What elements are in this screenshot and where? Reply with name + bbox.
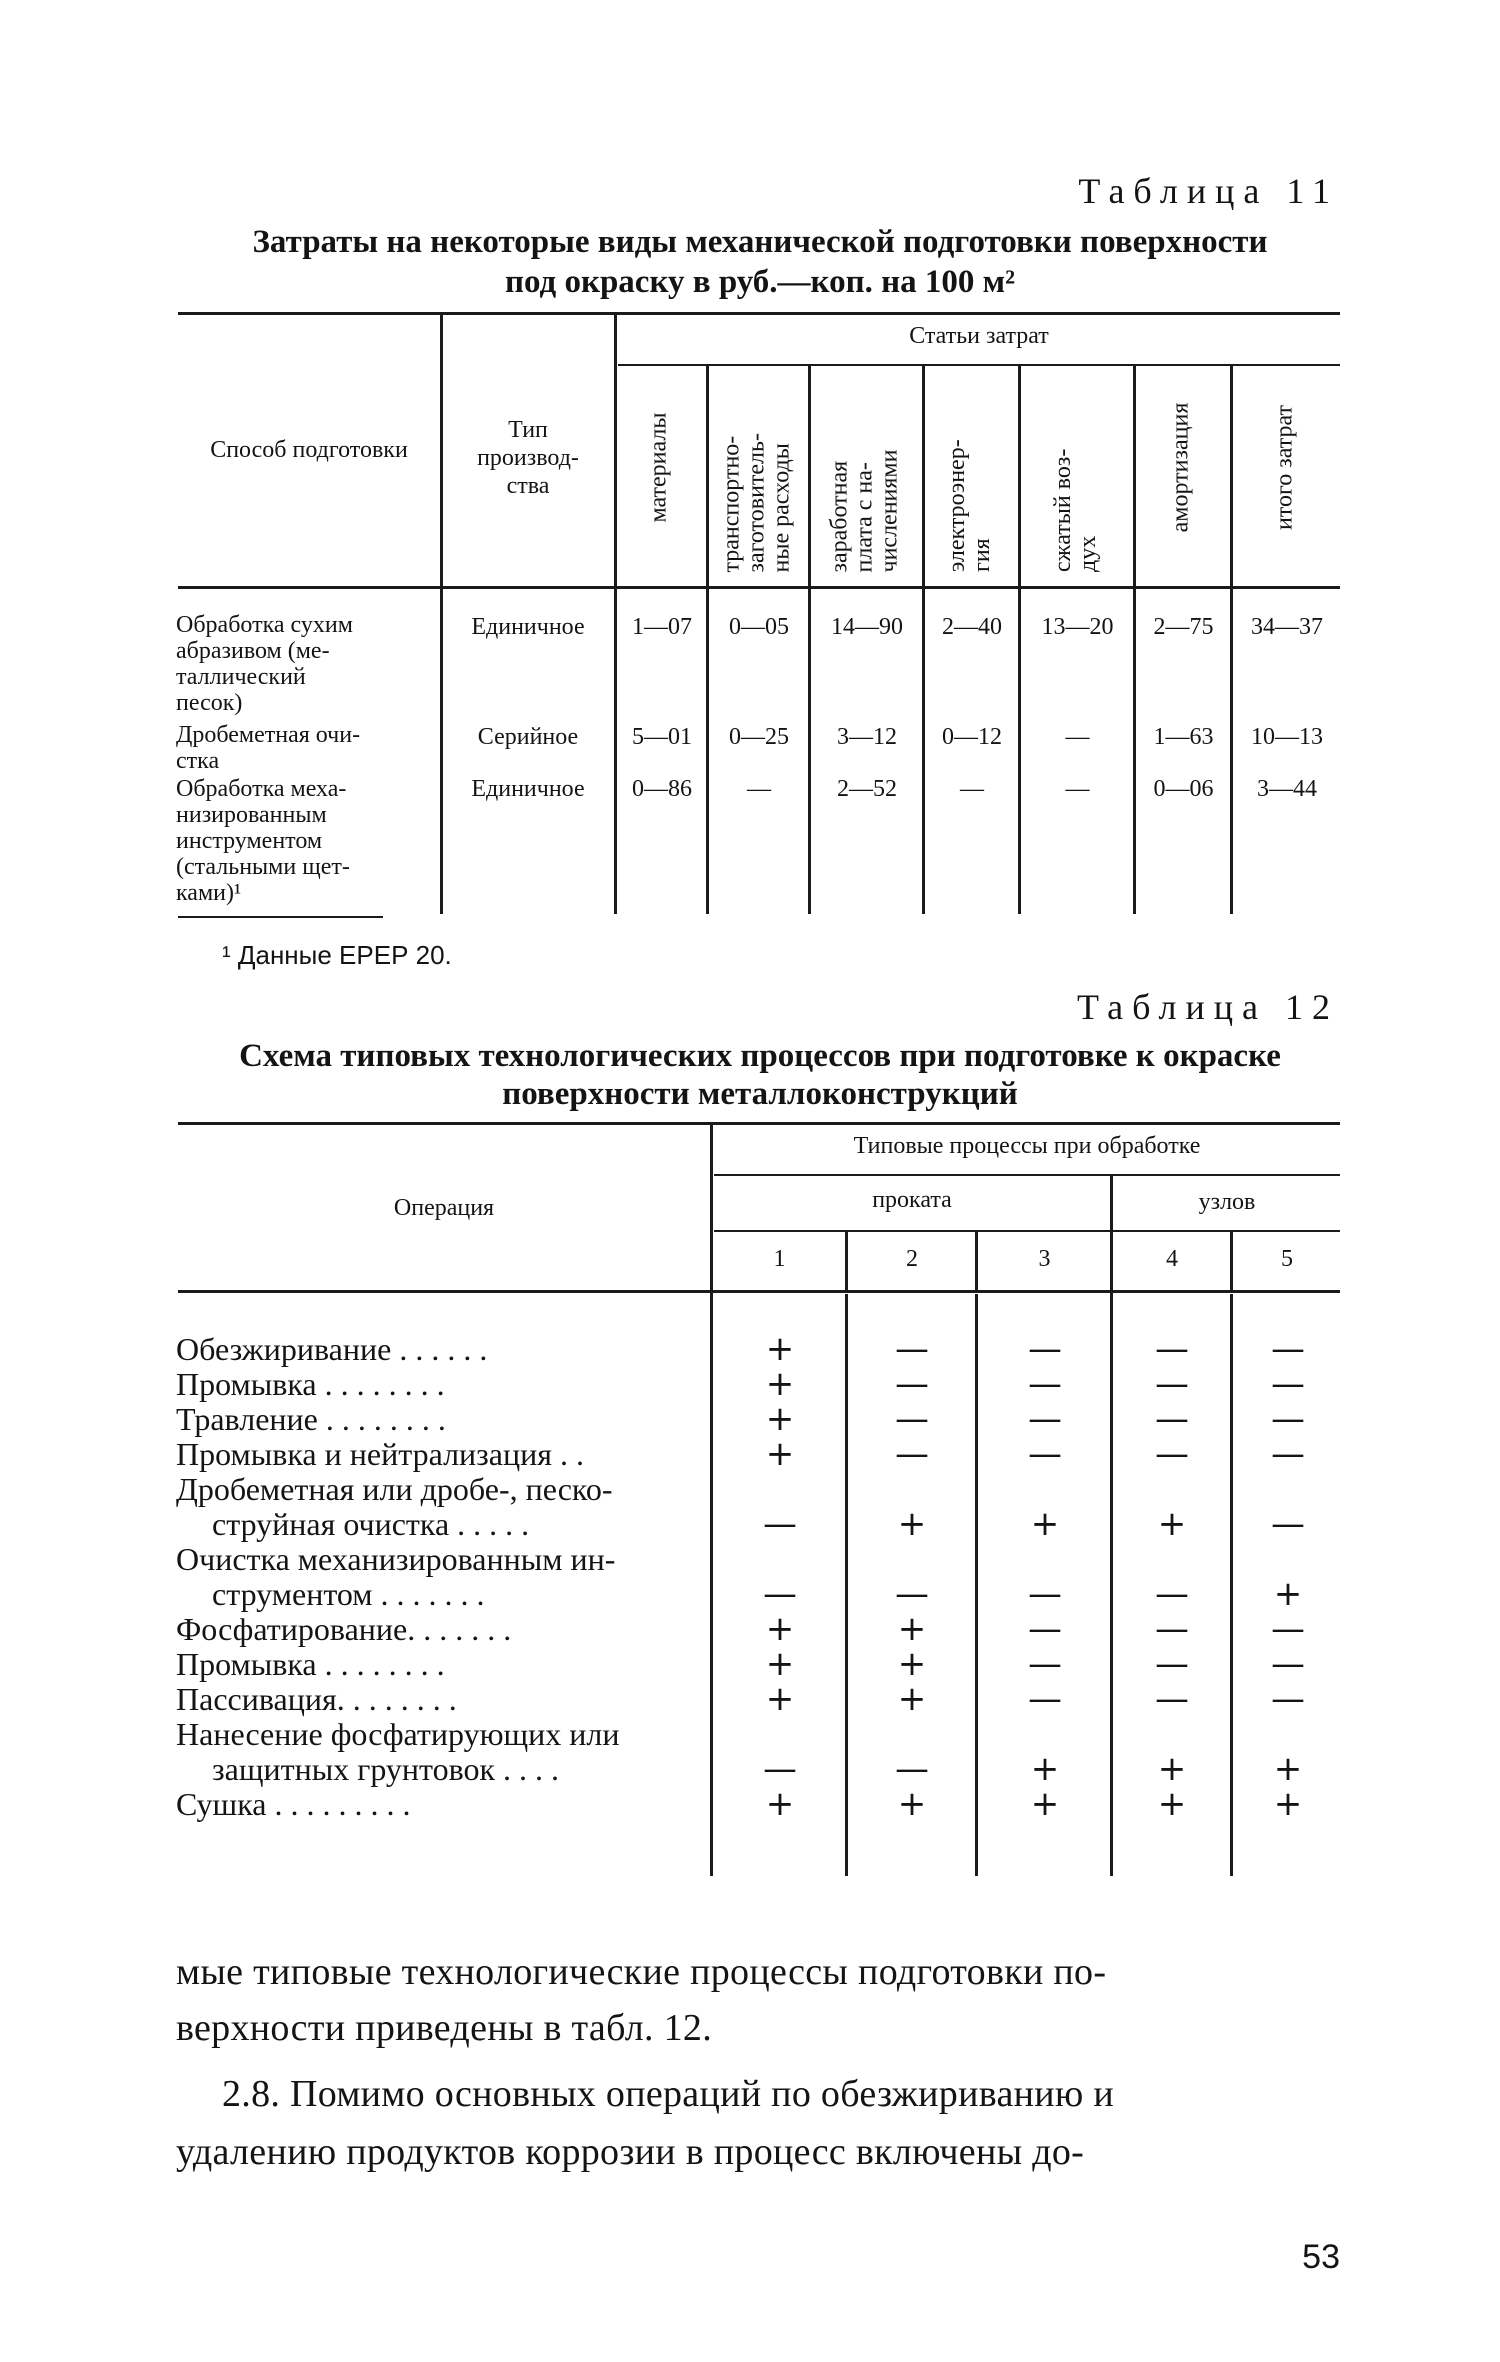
mark: + — [1030, 1784, 1060, 1824]
operation-etching: Травление . . . . . . . . — [176, 1401, 446, 1437]
mark: — — [1271, 1679, 1305, 1719]
mark: — — [1155, 1364, 1189, 1404]
mark: — — [895, 1399, 929, 1439]
mark: — — [1271, 1434, 1305, 1474]
mark: + — [765, 1364, 795, 1404]
mark: + — [1157, 1749, 1187, 1789]
mark: — — [1271, 1399, 1305, 1439]
table11-title-line2: под окраску в руб.—коп. на 100 м² — [504, 264, 1016, 300]
mark: — — [1271, 1644, 1305, 1684]
mark: + — [765, 1679, 795, 1719]
table11-row1-method: Обработка сухим абразивом (ме- таллический песок) — [176, 612, 353, 716]
mark: — — [1155, 1574, 1189, 1614]
operation-shot-blasting-line2: струйная очистка . . . . . — [212, 1506, 530, 1542]
operation-degreasing: Обезжиривание . . . . . . — [176, 1331, 488, 1367]
table12-group-header: Типовые процессы при обработке — [853, 1133, 1201, 1159]
mark: — — [1271, 1609, 1305, 1649]
table11-cell: — — [960, 776, 984, 802]
table11-row2-type: Серийное — [477, 724, 579, 750]
table11-row1-type: Единичное — [471, 614, 585, 640]
cost-col-compressed-air: сжатый воз- дух — [1050, 448, 1101, 572]
mark: + — [765, 1399, 795, 1439]
mark: + — [897, 1644, 927, 1684]
table11-row3-method: Обработка меха- низированным инструментом (стальными щет- ками)¹ — [176, 776, 350, 906]
table11-cell: — — [1065, 724, 1090, 750]
operation-rinsing-neutralization: Промывка и нейтрализация . . — [176, 1436, 584, 1472]
mark: + — [897, 1679, 927, 1719]
mark: + — [765, 1784, 795, 1824]
process-number-2: 2 — [906, 1246, 918, 1272]
mark: — — [763, 1749, 797, 1789]
operation-primer-line1: Нанесение фосфатирующих или — [176, 1716, 620, 1752]
table11-cell: 2—40 — [942, 614, 1002, 640]
table11-row2-method: Дробеметная очи- стка — [176, 722, 361, 774]
operation-passivation: Пассивация. . . . . . . . — [176, 1681, 457, 1717]
body-text-line2: верхности приведены в табл. 12. — [176, 2007, 713, 2049]
mark: — — [1271, 1364, 1305, 1404]
mark: + — [897, 1609, 927, 1649]
mark: — — [1028, 1644, 1062, 1684]
table12-title-line1: Схема типовых технологических процессов при подготовке к окраске — [239, 1038, 1281, 1074]
mark: — — [763, 1504, 797, 1544]
mark: — — [1028, 1574, 1062, 1614]
mark: — — [1155, 1329, 1189, 1369]
mark: + — [765, 1609, 795, 1649]
mark: + — [897, 1784, 927, 1824]
operation-primer-line2: защитных грунтовок . . . . — [212, 1751, 560, 1787]
operation-drying: Сушка . . . . . . . . . — [176, 1786, 411, 1822]
mark: — — [1028, 1434, 1062, 1474]
table11-title-line1: Затраты на некоторые виды механической подготовки поверхности — [252, 224, 1268, 260]
table11-cell: 14—90 — [831, 614, 903, 640]
table12-col-operation: Операция — [393, 1195, 495, 1221]
mark: — — [1028, 1679, 1062, 1719]
mark: — — [895, 1364, 929, 1404]
mark: — — [1155, 1399, 1189, 1439]
mark: — — [1271, 1504, 1305, 1544]
body-text-line1: мые типовые технологические процессы подготовки по- — [176, 1951, 1107, 1993]
table11-col-type: Тип производ- ства — [477, 417, 579, 499]
mark: + — [1273, 1749, 1303, 1789]
cost-col-total: итого затрат — [1271, 404, 1298, 531]
body-text-line4: удалению продуктов коррозии в процесс включены до- — [176, 2131, 1085, 2173]
operation-mechanized-cleaning-line2: струментом . . . . . . . — [212, 1576, 485, 1612]
operation-rinsing: Промывка . . . . . . . . — [176, 1366, 445, 1402]
mark: — — [1155, 1609, 1189, 1649]
cost-col-wages: заработная плата с на- числениями — [826, 449, 903, 573]
table11-cell: 3—12 — [837, 724, 897, 750]
operation-mechanized-cleaning-line1: Очистка механизированным ин- — [176, 1541, 616, 1577]
table11-cell: 0—06 — [1153, 776, 1214, 802]
mark: + — [1030, 1749, 1060, 1789]
cost-col-depreciation: амортизация — [1167, 402, 1194, 533]
mark: + — [765, 1434, 795, 1474]
table11-cell: 0—86 — [632, 776, 692, 802]
table11-cell: 0—12 — [942, 724, 1002, 750]
process-number-4: 4 — [1166, 1246, 1178, 1272]
operation-shot-blasting-line1: Дробеметная или дробе-, песко- — [176, 1471, 613, 1507]
table11-cell: 1—63 — [1153, 724, 1214, 750]
operation-rinsing-2: Промывка . . . . . . . . — [176, 1646, 445, 1682]
mark: + — [1273, 1784, 1303, 1824]
mark: + — [1157, 1784, 1187, 1824]
table12-title-line2: поверхности металлоконструкций — [502, 1076, 1018, 1112]
table11-cell: — — [747, 776, 771, 802]
process-number-3: 3 — [1038, 1246, 1051, 1272]
table11-cell: 5—01 — [632, 724, 692, 750]
cost-col-materials: материалы — [645, 412, 672, 523]
mark: — — [1028, 1399, 1062, 1439]
process-number-5: 5 — [1281, 1246, 1293, 1272]
table11-group-header: Статьи затрат — [909, 323, 1049, 349]
mark: — — [1028, 1329, 1062, 1369]
table11-cell: 34—37 — [1251, 614, 1323, 640]
mark: — — [895, 1749, 929, 1789]
mark: — — [895, 1574, 929, 1614]
mark: + — [765, 1329, 795, 1369]
mark: + — [897, 1504, 927, 1544]
mark: + — [765, 1644, 795, 1684]
mark: — — [1155, 1644, 1189, 1684]
table12-label: Таблица 12 — [1077, 987, 1339, 1027]
process-number-1: 1 — [773, 1246, 786, 1272]
operation-phosphating: Фосфатирование. . . . . . . — [176, 1611, 512, 1647]
mark: — — [895, 1434, 929, 1474]
mark: — — [763, 1574, 797, 1614]
table11-label: Таблица 11 — [1078, 171, 1339, 211]
table11-cell: 2—52 — [837, 776, 897, 802]
table12-subgroup-rolled: проката — [872, 1187, 952, 1213]
mark: — — [1271, 1329, 1305, 1369]
mark: + — [1157, 1504, 1187, 1544]
table11-cell: 0—05 — [729, 614, 789, 640]
table11-cell: 1—07 — [632, 614, 692, 640]
body-text-line3: 2.8. Помимо основных операций по обезжириванию и — [222, 2073, 1115, 2115]
table11-cell: 3—44 — [1257, 776, 1317, 802]
page-number: 53 — [1302, 2238, 1340, 2276]
table11-col-method: Способ подготовки — [210, 437, 408, 463]
table12-subgroup-nodes: узлов — [1198, 1189, 1256, 1215]
table11-cell: 13—20 — [1041, 614, 1114, 640]
table11-row3-type: Единичное — [471, 776, 585, 802]
table11-cell: 0—25 — [729, 724, 789, 750]
cost-col-transport: транспортно- заготовитель- ные расходы — [718, 433, 795, 573]
table11-cell: 10—13 — [1251, 724, 1323, 750]
mark: — — [895, 1329, 929, 1369]
table11-footnote: ¹ Данные ЕРЕР 20. — [222, 940, 452, 970]
mark: — — [1155, 1434, 1189, 1474]
mark: + — [1273, 1574, 1303, 1614]
table11-cell: — — [1065, 776, 1090, 802]
mark: + — [1030, 1504, 1060, 1544]
cost-col-electricity: электроэнер- гия — [944, 439, 995, 572]
mark: — — [1028, 1609, 1062, 1649]
table11-cell: 2—75 — [1153, 614, 1214, 640]
mark: — — [1155, 1679, 1189, 1719]
mark: — — [1028, 1364, 1062, 1404]
